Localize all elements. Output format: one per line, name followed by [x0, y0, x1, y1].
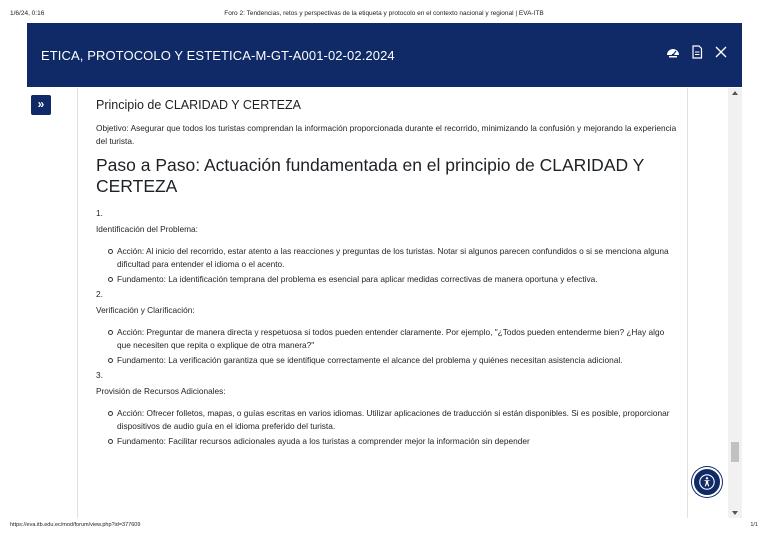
list-item: Fundamento: Facilitar recursos adicionales ayuda a los turistas a comprender mejor la información sin depender: [108, 435, 673, 448]
dashboard-icon[interactable]: [666, 45, 680, 59]
course-navbar: [27, 23, 742, 87]
objective-text: Objetivo: Asegurar que todos los turistas comprendan la información proporcionada durante el recorrido, minimizando la confusión y mejorando la experiencia del turista.: [96, 123, 677, 146]
print-url: https://eva.itb.edu.ec/mod/forum/view.php?id=377609: [10, 522, 141, 528]
section-heading: Principio de CLARIDAD Y CERTEZA: [96, 98, 301, 112]
print-page-title: Foro 2: Tendencias, retos y perspectivas de la etiqueta y protocolo en el contexto nacional y regional | EVA-ITB: [224, 10, 544, 17]
list-item: Acción: Al inicio del recorrido, estar atento a las reacciones y preguntas de los turistas. Notar si algunos parecen confundidos o si se menciona alguna dificultad para entender el idioma o el acento.: [108, 245, 673, 271]
close-icon[interactable]: [714, 45, 728, 59]
print-header: [0, 0, 768, 22]
document-icon[interactable]: [690, 45, 704, 59]
step-number: 1.: [96, 208, 103, 218]
accessibility-button[interactable]: [692, 467, 722, 497]
drawer-toggle-button[interactable]: »: [31, 95, 51, 115]
step-title: Identificación del Problema:: [96, 224, 198, 234]
list-item: Acción: Preguntar de manera directa y respetuosa si todos pueden entender claramente. Por ejemplo, "¿Todos pueden entenderme bien? ¿Hay algo que necesiten que repita o explique de otra manera?": [108, 326, 673, 352]
step-list: [108, 407, 686, 448]
print-page-number: 1/1: [750, 522, 758, 528]
forum-post-content: [96, 92, 686, 450]
navbar-actions: [666, 45, 728, 59]
step-list: [108, 326, 686, 367]
print-date: 1/6/24, 0:16: [10, 10, 45, 17]
step-number: 2.: [96, 289, 103, 299]
list-item: Fundamento: La identificación temprana del problema es esencial para aplicar medidas correctivas de manera oportuna y efectiva.: [108, 273, 673, 286]
list-item: Acción: Ofrecer folletos, mapas, o guías escritas en varios idiomas. Utilizar aplicaciones de traducción si están disponibles. Si es posible, proporcionar dispositivos de audio guía en el idioma preferido del turista.: [108, 407, 673, 433]
step-number: 3.: [96, 370, 103, 380]
accessibility-icon: [699, 474, 715, 490]
step-title: Provisión de Recursos Adicionales:: [96, 386, 226, 396]
scroll-down-arrow-icon[interactable]: [732, 511, 738, 515]
scroll-up-arrow-icon[interactable]: [732, 91, 738, 95]
page-scrollbar[interactable]: [728, 88, 742, 518]
list-item: Fundamento: La verificación garantiza que se identifique correctamente el alcance del problema y quiénes necesitan asistencia adicional.: [108, 354, 673, 367]
course-title[interactable]: ETICA, PROTOCOLO Y ESTETICA-M-GT-A001-02-02.2024: [41, 48, 395, 63]
step-list: [108, 245, 686, 286]
main-heading: Paso a Paso: Actuación fundamentada en el principio de CLARIDAD Y CERTEZA: [96, 155, 645, 196]
step-title: Verificación y Clarificación:: [96, 305, 195, 315]
scrollbar-thumb[interactable]: [731, 442, 739, 462]
